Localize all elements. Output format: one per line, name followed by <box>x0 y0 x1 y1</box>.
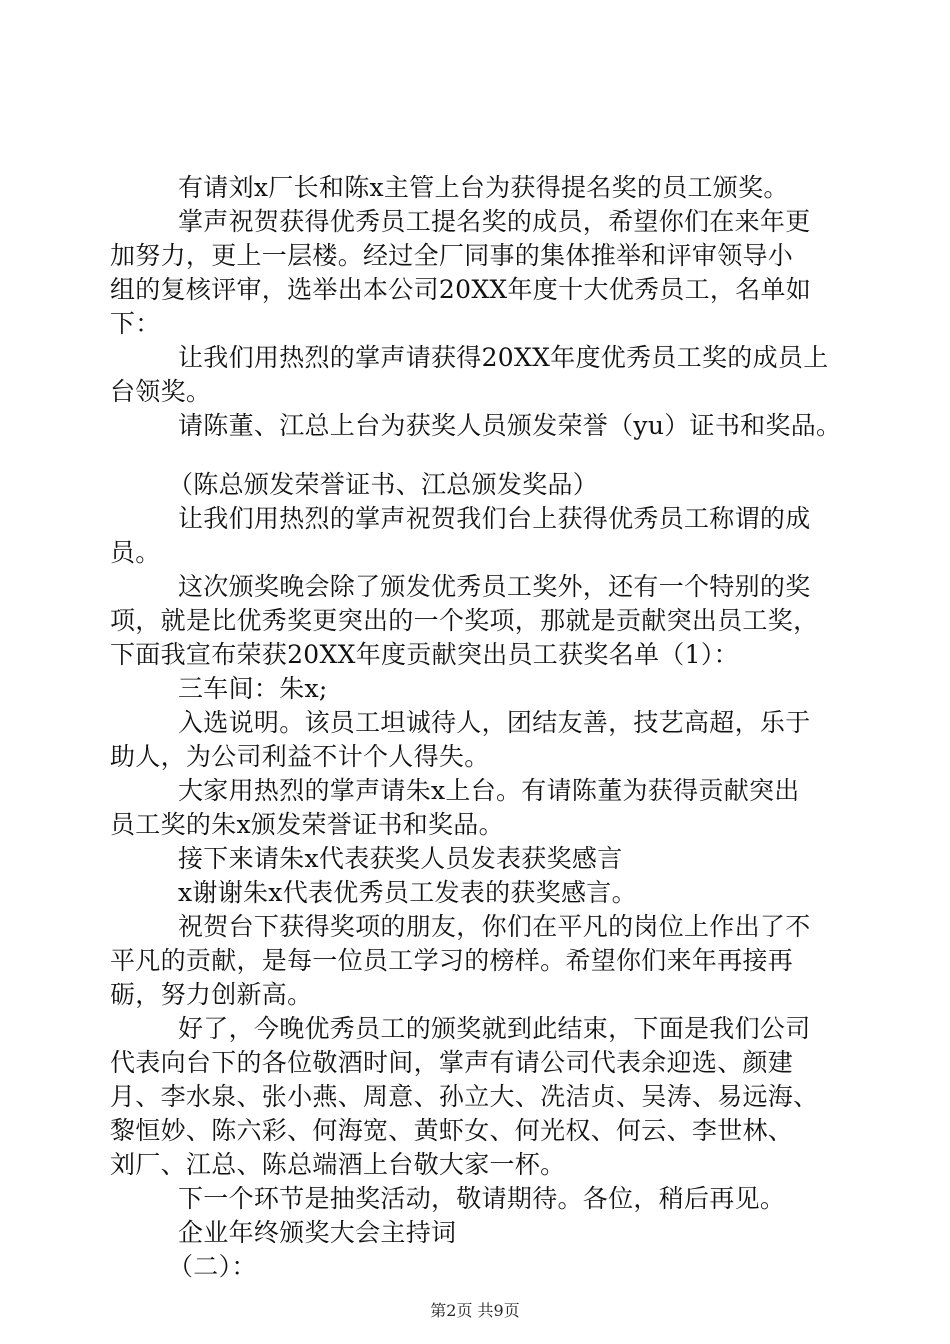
text-line: 祝贺台下获得奖项的朋友，你们在平凡的岗位上作出了不 <box>178 912 811 941</box>
text-line: 这次颁奖晚会除了颁发优秀员工奖外，还有一个特别的奖 <box>178 572 811 601</box>
text-line: （二）： <box>168 1252 257 1281</box>
text-line: （陈总颁发荣誉证书、江总颁发奖品） <box>168 470 599 499</box>
text-line: 组的复核评审，选举出本公司20XX年度十大优秀员工，名单如 <box>110 275 812 304</box>
text-line: 砺，努力创新高。 <box>110 980 313 1009</box>
text-line: 项，就是比优秀奖更突出的一个奖项，那就是贡献突出员工奖， <box>110 606 819 635</box>
text-line: 代表向台下的各位敬酒时间，掌声有请公司代表余迎选、颜建 <box>110 1048 794 1077</box>
text-line: 有请刘x厂长和陈x主管上台为获得提名奖的员工颁奖。 <box>178 173 789 202</box>
text-line: 平凡的贡献，是每一位员工学习的榜样。希望你们来年再接再 <box>110 946 794 975</box>
text-line: 请陈董、江总上台为获奖人员颁发荣誉（yu）证书和奖品。 <box>178 411 842 440</box>
text-line: 企业年终颁奖大会主持词 <box>178 1218 457 1247</box>
text-line: 让我们用热烈的掌声祝贺我们台上获得优秀员工称谓的成 <box>178 504 811 533</box>
text-line: 让我们用热烈的掌声请获得20XX年度优秀员工奖的成员上 <box>178 343 829 372</box>
text-line: 月、李水泉、张小燕、周意、孙立大、冼洁贞、吴涛、易远海、 <box>110 1082 819 1111</box>
text-line: 大家用热烈的掌声请朱x上台。有请陈董为获得贡献突出 <box>178 776 800 805</box>
text-line: x谢谢朱x代表优秀员工发表的获奖感言。 <box>178 878 637 907</box>
text-line: 员。 <box>110 538 161 567</box>
text-line: 掌声祝贺获得优秀员工提名奖的成员，希望你们在来年更 <box>178 207 811 236</box>
text-line: 下： <box>110 309 161 338</box>
text-line: 三车间：朱x; <box>178 674 328 703</box>
page-number-footer: 第2页 共9页 <box>430 1301 520 1320</box>
text-line: 员工奖的朱x颁发荣誉证书和奖品。 <box>110 810 504 839</box>
text-line: 好了，今晚优秀员工的颁奖就到此结束，下面是我们公司 <box>178 1014 811 1043</box>
text-line: 黎恒妙、陈六彩、何海宽、黄虾女、何光权、何云、李世林、 <box>110 1116 794 1145</box>
text-line: 入选说明。该员工坦诚待人，团结友善，技艺高超，乐于 <box>178 708 811 737</box>
text-line: 接下来请朱x代表获奖人员发表获奖感言 <box>178 844 623 873</box>
text-line: 助人，为公司利益不计个人得失。 <box>110 742 490 771</box>
text-line: 刘厂、江总、陈总端酒上台敬大家一杯。 <box>110 1150 566 1179</box>
text-line: 下一个环节是抽奖活动，敬请期待。各位，稍后再见。 <box>178 1184 786 1213</box>
text-line: 下面我宣布荣获20XX年度贡献突出员工获奖名单（1）： <box>110 640 739 669</box>
text-line: 加努力，更上一层楼。经过全厂同事的集体推举和评审领导小 <box>110 241 794 270</box>
text-line: 台领奖。 <box>110 377 212 406</box>
